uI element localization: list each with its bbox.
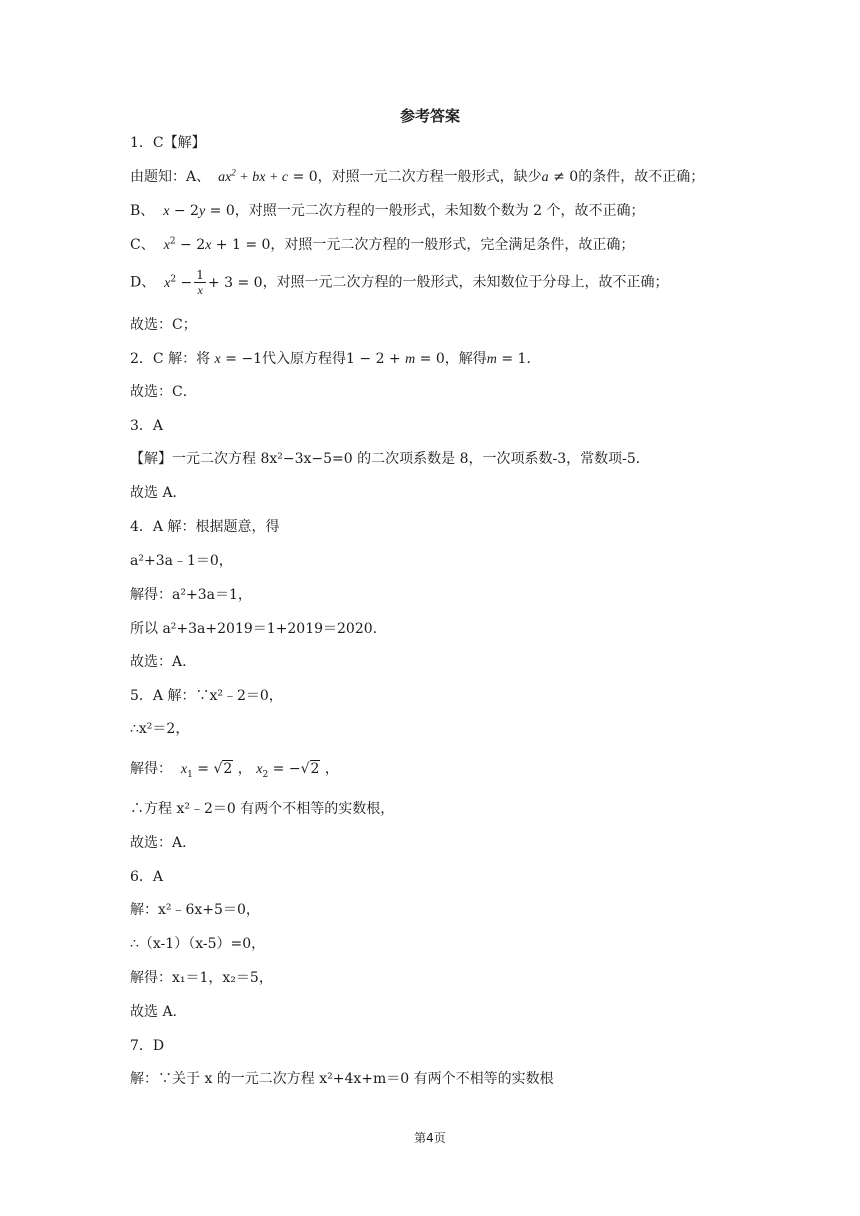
- q3-explain: 【解】一元二次方程 8x²−3x−5=0 的二次项系数是 8，一次项系数-3，常数项-5．: [130, 451, 650, 467]
- q7-head: 7．D: [130, 1038, 165, 1054]
- q5-line-2: 解得： $x_1 = √2$ ， $x_2 = -√2$ ，: [130, 761, 339, 780]
- q2-result: m = 1: [486, 351, 527, 367]
- q6-line-3: 解得：x₁＝1，x₂＝5，: [130, 970, 273, 986]
- q4-line-2: 解得：a²+3a＝1，: [130, 587, 252, 603]
- q4-answer: 故选：A.: [130, 654, 187, 670]
- q1-c-suffix: ，对照一元二次方程的一般形式，完全满足条件，故正确；: [270, 237, 635, 253]
- q1-a-eq-rest: = 0: [288, 169, 318, 185]
- q2-equation: 1 − 2 + m = 0: [346, 351, 445, 367]
- q6-line-2: ∴（x-1）（x-5）=0，: [130, 936, 266, 952]
- q4-line-3: 所以 a²+3a+2019＝1+2019＝2020.: [130, 621, 378, 637]
- page-footer: 第4页: [414, 1131, 446, 1145]
- q1-a-cond-suffix: 的条件，故不正确；: [578, 169, 705, 185]
- q1-head: 1．C【解】: [130, 135, 206, 151]
- q3-answer: 故选 A．: [130, 485, 187, 501]
- q1-c-prefix: C、: [130, 237, 155, 253]
- q1-a-condition: a: [541, 170, 549, 185]
- q6-head: 6．A: [130, 869, 164, 885]
- q1-b-equation: x − 2y = 0: [163, 203, 235, 219]
- fraction-1-over-x: $\frac{1}{x}$: [196, 268, 204, 297]
- q1-answer: 故选：C；: [130, 317, 197, 333]
- q1-d-suffix: ，对照一元二次方程的一般形式，未知数位于分母上，故不正确；: [262, 274, 669, 291]
- q2-end: ．: [526, 351, 541, 367]
- q6-line-1: 解：x²﹣6x+5＝0，: [130, 902, 260, 918]
- q1-b-prefix: B、: [130, 203, 155, 219]
- q1-option-d: [130, 268, 669, 297]
- q4-line-1: a²+3a﹣1＝0，: [130, 553, 233, 569]
- q1-c-equation: $x^2 - 2x + 1 = 0$: [163, 236, 271, 253]
- q4-head: 4．A 解：根据题意，得: [130, 519, 280, 535]
- q1-d-equation: $x^2$ − $\frac{1}{x}$ + 3 = 0: [164, 268, 263, 297]
- q1-a-suffix: ，对照一元二次方程一般形式，缺少: [317, 169, 542, 185]
- q5-head: 5．A 解：∵x²﹣2＝0，: [130, 688, 283, 704]
- q2-substitution: x = −1: [214, 351, 263, 367]
- q5-l2-prefix: 解得：: [130, 761, 172, 777]
- q3-head: 3．A: [130, 418, 164, 434]
- q6-answer: 故选 A.: [130, 1004, 178, 1020]
- q2-answer: 故选：C．: [130, 384, 197, 400]
- q5-answer: 故选：A．: [130, 835, 197, 851]
- q2-solution: [130, 349, 540, 370]
- q1-a-neq: ≠ 0: [548, 169, 579, 185]
- q1-a-equation: $ax^2$ + bx + c: [214, 167, 289, 185]
- q1-b-suffix: ，对照一元二次方程的一般形式，未知数个数为 2 个，故不正确；: [234, 203, 645, 219]
- q5-line-1: ∴x²＝2，: [130, 721, 190, 737]
- q7-line-1: 解：∵关于 x 的一元二次方程 x²+4x+m＝0 有两个不相等的实数根: [130, 1071, 554, 1087]
- q5-root-1: $x_1 = √2$: [180, 761, 233, 780]
- q5-root-2: $x_2 = -√2$: [256, 761, 320, 780]
- q1-d-prefix: D、: [130, 274, 156, 291]
- q2-head: 2．C 解：将: [130, 351, 211, 367]
- q1-option-c: [130, 235, 634, 256]
- q2-mid: 代入原方程得: [262, 351, 347, 367]
- q5-line-3: ∴方程 x²﹣2＝0 有两个不相等的实数根，: [130, 801, 395, 817]
- q2-mid2: ，解得: [444, 351, 487, 367]
- page-title: 参考答案: [399, 107, 460, 125]
- q1-option-a: [130, 167, 704, 188]
- q1-a-prefix: 由题知：A、: [130, 169, 211, 185]
- q1-option-b: [130, 201, 645, 222]
